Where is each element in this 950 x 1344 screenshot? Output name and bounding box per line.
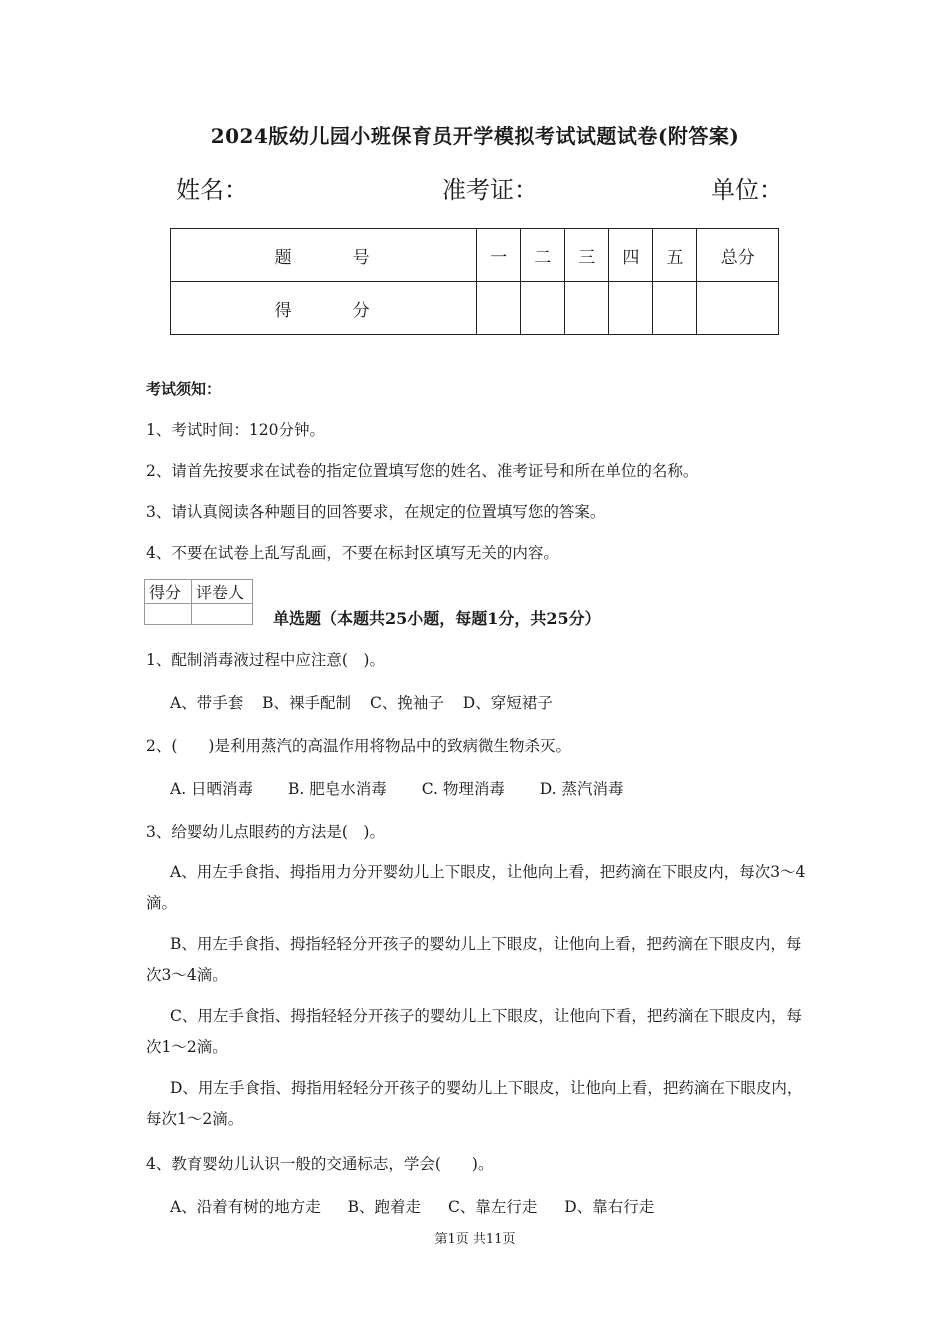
section-3-header: 三 bbox=[565, 229, 609, 282]
grader-name-label: 评卷人 bbox=[192, 580, 253, 604]
exam-title: 2024版幼儿园小班保育员开学模拟考试试题试卷(附答案) bbox=[210, 124, 740, 148]
question-4-stem: 4、教育婴幼儿认识一般的交通标志，学会( )。 bbox=[146, 1155, 494, 1173]
score-table bbox=[170, 228, 779, 335]
question-1-options bbox=[170, 691, 567, 713]
name-field-label: 姓名： bbox=[176, 176, 248, 204]
section-2-header: 二 bbox=[521, 229, 565, 282]
total-score-header: 总分 bbox=[697, 229, 779, 282]
option-c: C、挽袖子 bbox=[369, 694, 444, 712]
score-cell bbox=[521, 282, 565, 335]
score-row-label: 得 分 bbox=[171, 282, 477, 335]
question-3-stem: 3、给婴幼儿点眼药的方法是( )。 bbox=[146, 823, 385, 841]
option-a: A、带手套 bbox=[170, 694, 244, 712]
question-2-options bbox=[170, 777, 638, 799]
question-1-stem: 1、配制消毒液过程中应注意( )。 bbox=[146, 651, 385, 669]
option-c: C. 物理消毒 bbox=[421, 780, 505, 798]
score-cell bbox=[565, 282, 609, 335]
section-5-header: 五 bbox=[653, 229, 697, 282]
score-cell bbox=[653, 282, 697, 335]
option-a: A. 日晒消毒 bbox=[170, 780, 254, 798]
grader-name-cell bbox=[192, 604, 253, 625]
unit-field-label: 单位： bbox=[711, 176, 783, 204]
score-cell bbox=[609, 282, 653, 335]
score-table-score-row bbox=[171, 282, 779, 335]
exam-note-item: 3、请认真阅读各种题目的回答要求，在规定的位置填写您的答案。 bbox=[146, 503, 606, 521]
exam-number-field-label: 准考证： bbox=[442, 176, 538, 204]
option-a: A、沿着有树的地方走 bbox=[170, 1198, 321, 1216]
section-1-header: 一 bbox=[477, 229, 521, 282]
question-3-option-b: B、用左手食指、拇指轻轻分开孩子的婴幼儿上下眼皮，让他向上看，把药滴在下眼皮内，每次3～4滴。 bbox=[146, 935, 802, 984]
grader-box bbox=[144, 579, 253, 625]
question-3-option-a: A、用左手食指、拇指用力分开婴幼儿上下眼皮，让他向上看，把药滴在下眼皮内，每次3～4滴。 bbox=[146, 863, 806, 912]
option-b: B、跑着走 bbox=[347, 1198, 422, 1216]
total-score-cell bbox=[697, 282, 779, 335]
option-c: C、靠左行走 bbox=[447, 1198, 538, 1216]
candidate-fields bbox=[0, 170, 950, 202]
grader-score-label: 得分 bbox=[145, 580, 192, 604]
exam-note-item: 4、不要在试卷上乱写乱画，不要在标封区填写无关的内容。 bbox=[146, 544, 559, 562]
option-b: B. 肥皂水消毒 bbox=[288, 780, 387, 798]
option-d: D. 蒸汽消毒 bbox=[539, 780, 624, 798]
option-d: D、靠右行走 bbox=[564, 1198, 655, 1216]
exam-notes-title: 考试须知： bbox=[146, 380, 222, 398]
option-b: B、裸手配制 bbox=[262, 694, 352, 712]
question-number-header: 题 号 bbox=[171, 229, 477, 282]
question-4-options bbox=[170, 1195, 668, 1217]
exam-note-item: 2、请首先按要求在试卷的指定位置填写您的姓名、准考证号和所在单位的名称。 bbox=[146, 462, 699, 480]
question-2-stem: 2、( )是利用蒸汽的高温作用将物品中的致病微生物杀灭。 bbox=[146, 737, 571, 755]
question-3-option-c: C、用左手食指、拇指轻轻分开孩子的婴幼儿上下眼皮，让他向下看，把药滴在下眼皮内，每次1～2滴。 bbox=[146, 1007, 802, 1056]
option-d: D、穿短裙子 bbox=[462, 694, 553, 712]
score-table-header-row bbox=[171, 229, 779, 282]
section-heading: 单选题（本题共25小题，每题1分，共25分） bbox=[273, 609, 601, 628]
exam-note-item: 1、考试时间：120分钟。 bbox=[146, 421, 325, 439]
section-4-header: 四 bbox=[609, 229, 653, 282]
score-cell bbox=[477, 282, 521, 335]
grader-score-cell bbox=[145, 604, 192, 625]
page-footer: 第1页 共11页 bbox=[434, 1232, 516, 1247]
question-3-option-d: D、用左手食指、拇指用轻轻分开孩子的婴幼儿上下眼皮，让他向上看，把药滴在下眼皮内，每次1～2滴。 bbox=[146, 1079, 803, 1128]
